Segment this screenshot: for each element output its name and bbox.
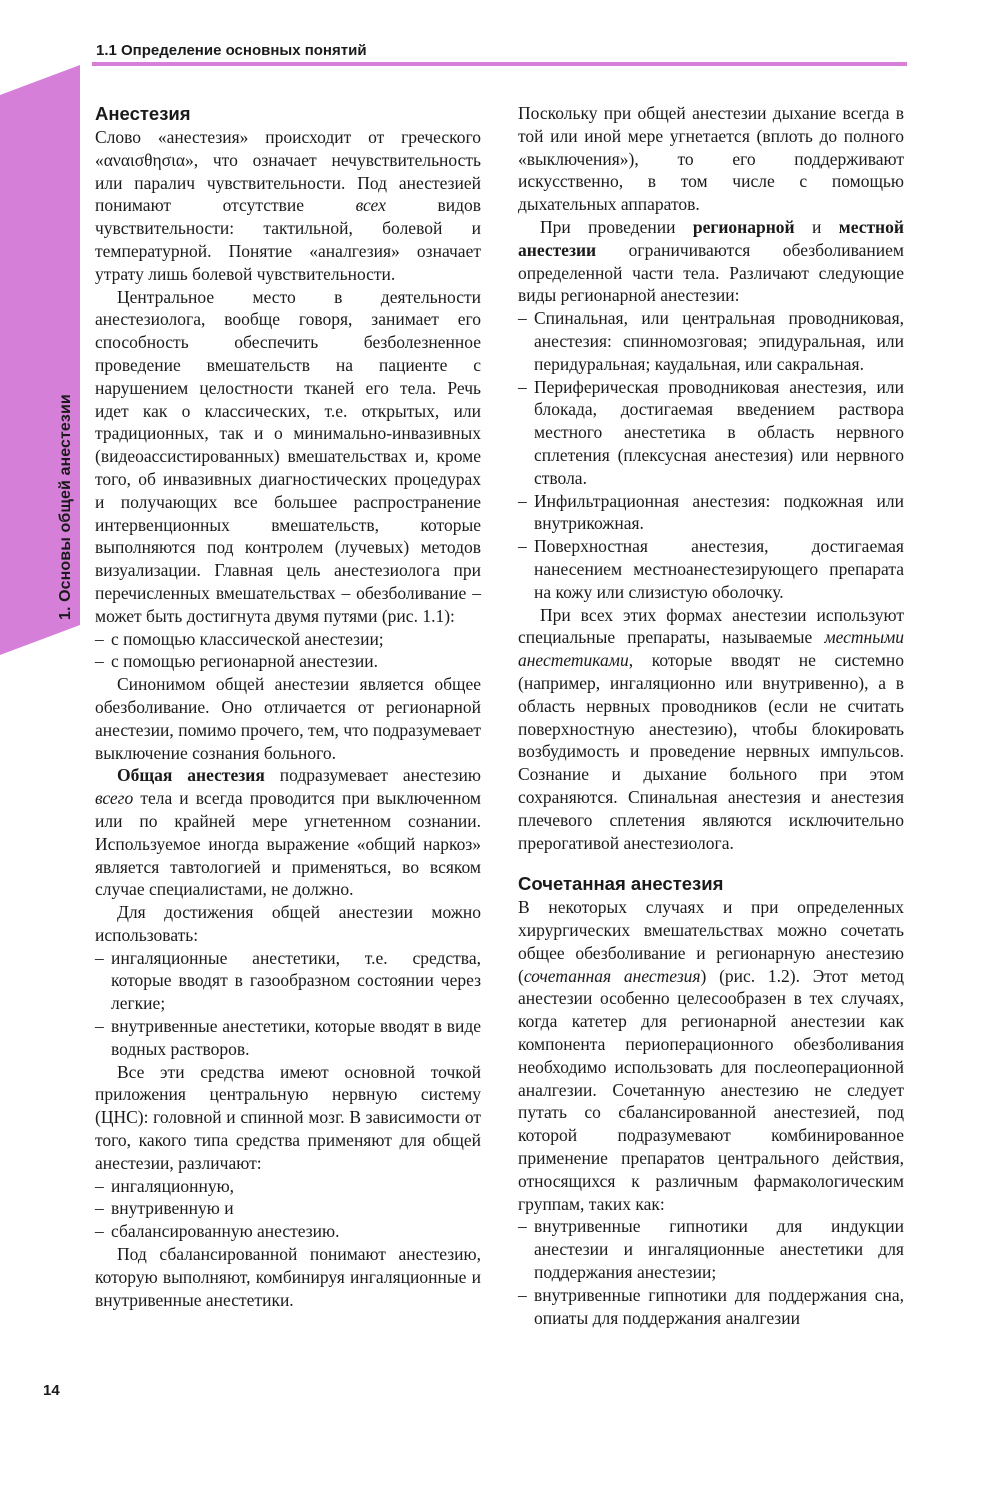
list-item: – внутривенные гипнотики для поддержания сна, опиаты для поддержания аналгезии (518, 1284, 904, 1330)
paragraph: При проведении регионарной и местной анестезии ограничиваются обезболиванием определенной части тела. Различают следующие виды регионарной анестезии: (518, 216, 904, 306)
bullet-list (95, 1175, 481, 1243)
paragraph: Синонимом общей анестезии является общее обезболивание. Оно отличается от регионарной анестезии, помимо прочего, тем, что подразумевает выключение сознания больного. (95, 674, 481, 763)
bullet-list (95, 947, 481, 1061)
list-item: – с помощью регионарной анестезии. (95, 650, 481, 673)
paragraph: При всех этих формах анестезии используют специальные препараты, называемые местными анестетиками, которые вводят не системно (например, ингаляционно или внутривенно), а в область нервных проводников (если не считать поверхностную анестезию), чтобы блокировать возбудимость и проведение нервных импульсов. Сознание и дыхание больного при этом сохраняются. Спинальная анестезия и анестезия плечевого сплетения являются исключительно прерогативой анестезиолога. (518, 604, 904, 853)
list-item: – внутривенные гипнотики для индукции анестезии и ингаляционные анестетики для поддержания анестезии; (518, 1215, 904, 1283)
paragraph: Центральное место в деятельности анестезиолога, вообще говоря, занимает его способность обеспечить безболезненное проведение вмешательств на пациенте с нарушением целостности тканей его тела. Речь идет как о классических, т.е. открытых, или традиционных, так и о минимально-инвазивных (видеоассистированных) вмешательствах и, кроме того, об инвазивных диагностических процедурах и получающих все большее распространение интервенционных вмешательств, которые выполняются под контролем (лучевых) методов визуализации. Главная цель анестезиолога при перечисленных вмешательствах – обезболивание – может быть достигнута двумя путями (рис. 1.1): (95, 286, 481, 626)
section-heading-anesthesia: Анестезия (95, 103, 191, 124)
chapter-side-tab (0, 0, 80, 1501)
list-item: – Инфильтрационная анестезия: подкожная или внутрикожная. (518, 490, 904, 536)
list-item: – внутривенные анестетики, которые вводят в виде водных растворов. (95, 1015, 481, 1061)
list-item: – Поверхностная анестезия, достигаемая нанесением местноанестезирующего препарата на кожу или слизистую оболочку. (518, 535, 904, 603)
right-column (518, 102, 904, 1329)
list-item: – внутривенную и (95, 1197, 481, 1220)
list-item: – ингаляционные анестетики, т.е. средства, которые вводят в газообразном состоянии через легкие; (95, 947, 481, 1015)
paragraph: Под сбалансированной понимают анестезию, которую выполняют, комбинируя ингаляционные и внутривенные анестетики. (95, 1244, 481, 1310)
paragraph: Все эти средства имеют основной точкой приложения центральную нервную систему (ЦНС): головной и спинной мозг. В зависимости от того, какого типа средства применяют для общей анестезии, различают: (95, 1061, 481, 1173)
chapter-tab-label: 1. Основы общей анестезии (57, 394, 74, 620)
bullet-list (95, 628, 481, 674)
list-item: – ингаляционную, (95, 1175, 481, 1198)
bullet-list (518, 307, 904, 603)
list-item: – Периферическая проводниковая анестезия, или блокада, достигаемая введением раствора местного анестетика в область нервного сплетения (плексусная анестезия) или нервного ствола. (518, 376, 904, 490)
paragraph: Для достижения общей анестезии можно использовать: (95, 902, 481, 945)
section-heading-combined-anesthesia: Сочетанная анестезия (518, 873, 724, 895)
list-item: – с помощью классической анестезии; (95, 628, 481, 651)
paragraph: В некоторых случаях и при определенных хирургических вмешательствах можно сочетать общее обезболивание и регионарную анестезию (сочетанная анестезия) (рис. 1.2). Этот метод анестезии особенно целесообразен в тех случаях, когда катетер для регионарной анестезии как компонента периоперационного обезболивания необходимо использовать для послеоперационной аналгезии. Сочетанную анестезию не следует путать со сбалансированной анестезией, под которой подразумевают комбинированное применение препаратов центрального действия, относящихся к различным фармакологическим группам, таких как: (518, 897, 904, 1214)
paragraph: Слово «анестезия» происходит от греческого «αναισθησια», что означает нечувствительность или паралич чувствительности. Под анестезией понимают отсутствие всех видов чувствительности: тактильной, болевой и температурной. Понятие «аналгезия» означает утрату лишь болевой чувствительности. (95, 127, 481, 284)
list-item: – Спинальная, или центральная проводниковая, анестезия: спинномозговая; эпидуральная, или перидуральная; каудальная, или сакральная. (518, 307, 904, 375)
bullet-list (518, 1215, 904, 1329)
running-title: 1.1 Определение основных понятий (96, 42, 367, 59)
header-rule (92, 62, 907, 66)
paragraph: Общая анестезия подразумевает анестезию всего тела и всегда проводится при выключенном или по крайней мере угнетенном сознании. Используемое иногда выражение «общий наркоз» является тавтологией и применяться, во всяком случае специалистами, не должно. (95, 765, 481, 900)
page-number: 14 (43, 1382, 60, 1399)
paragraph: Поскольку при общей анестезии дыхание всегда в той или иной мере угнетается (вплоть до полного «выключения»), то его поддерживают искусственно, в том числе с помощью дыхательных аппаратов. (518, 103, 904, 215)
list-item: – сбалансированную анестезию. (95, 1220, 481, 1243)
left-column (95, 102, 481, 1311)
